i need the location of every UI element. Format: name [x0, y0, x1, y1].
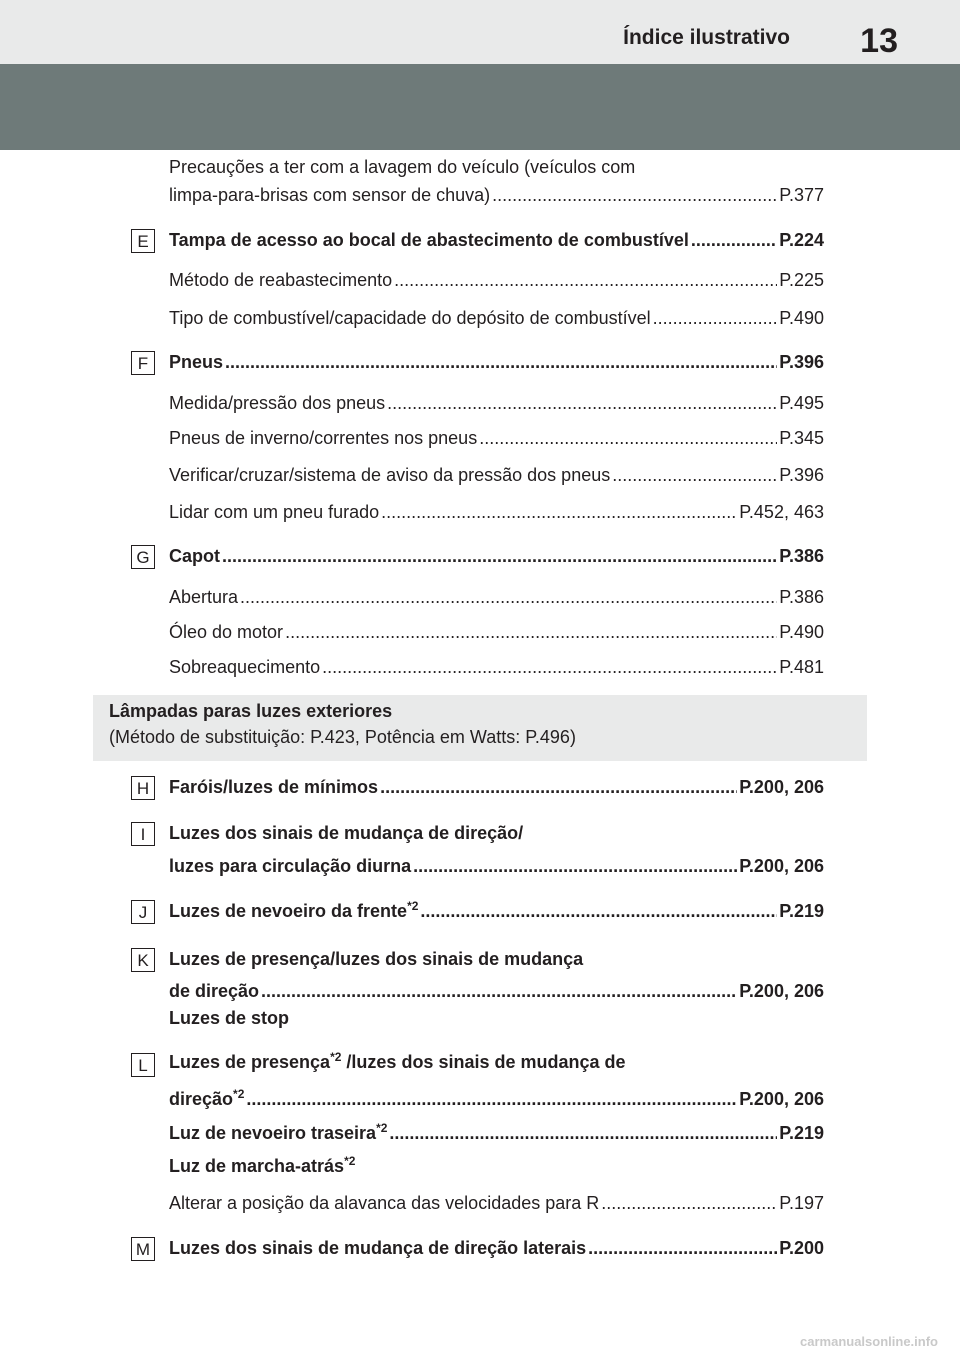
leader-dots: [246, 1089, 737, 1110]
info-box-title: Lâmpadas paras luzes exteriores: [109, 701, 393, 721]
entry-presenca-traseira[interactable]: [169, 1089, 824, 1110]
index-letter-j: J: [131, 900, 155, 924]
entry-oleo-motor[interactable]: [169, 622, 824, 643]
entry-farois[interactable]: [169, 777, 824, 798]
page-ref[interactable]: P.386: [779, 546, 824, 566]
entry-title: Pneus: [169, 352, 224, 372]
leader-dots: [420, 901, 777, 922]
page-ref[interactable]: P.345: [779, 428, 824, 448]
entry-title: luzes para circulação diurna: [169, 856, 412, 876]
entry-lavagem[interactable]: [169, 185, 824, 206]
entry-text: Pneus de inverno/correntes nos pneus: [169, 428, 478, 448]
leader-dots: [653, 308, 778, 329]
info-box: [93, 695, 867, 761]
entry-text: Óleo do motor: [169, 622, 284, 642]
page-ref[interactable]: P.219: [779, 901, 824, 921]
entry-title: [169, 1123, 387, 1144]
index-letter-k: K: [131, 948, 155, 972]
page-ref[interactable]: P.219: [779, 1123, 824, 1143]
page-ref[interactable]: P.200, 206: [739, 856, 824, 876]
entry-title: [169, 1089, 244, 1110]
leader-dots: [389, 1123, 777, 1144]
page-ref[interactable]: P.224: [779, 230, 824, 250]
entry-text: Método de reabastecimento: [169, 270, 393, 290]
index-letter-e: E: [131, 229, 155, 253]
page-ref[interactable]: P.200, 206: [739, 981, 824, 1001]
entry-presenca[interactable]: [169, 981, 824, 1002]
entry-aviso-pressao[interactable]: [169, 465, 824, 486]
decorative-band: [0, 64, 960, 150]
entry-reabastecimento[interactable]: [169, 270, 824, 291]
leader-dots: [691, 230, 777, 251]
entry-text: Abertura: [169, 587, 239, 607]
entry-title-text: /luzes dos sinais de mudança de: [341, 1052, 626, 1072]
index-letter-l: L: [131, 1053, 155, 1077]
entry-text: Alterar a posição da alavanca das velocidades para R: [169, 1193, 600, 1213]
entry-sinais-direcao[interactable]: [169, 856, 824, 877]
page-ref[interactable]: P.377: [779, 185, 824, 205]
index-letter-f: F: [131, 351, 155, 375]
section-title: Índice ilustrativo: [623, 26, 790, 49]
entry-title-text: direção: [169, 1089, 234, 1109]
entry-title: Capot: [169, 546, 220, 566]
leader-dots: [222, 546, 777, 567]
leader-dots: [322, 657, 777, 678]
entry-nevoeiro-frente[interactable]: [169, 901, 824, 922]
leader-dots: [479, 428, 777, 449]
entry-luzes-stop: Luzes de stop: [169, 1008, 290, 1028]
leader-dots: [601, 1193, 777, 1214]
index-letter-g: G: [131, 545, 155, 569]
entry-tampa-combustivel[interactable]: [169, 230, 824, 251]
entry-title: Faróis/luzes de mínimos: [169, 777, 379, 797]
entry-abertura[interactable]: [169, 587, 824, 608]
entry-text: Verificar/cruzar/sistema de aviso da pressão dos pneus: [169, 465, 611, 485]
page-number: 13: [860, 22, 898, 60]
leader-dots: [588, 1238, 777, 1259]
leader-dots: [381, 502, 737, 523]
leader-dots: [225, 352, 777, 373]
page-ref[interactable]: P.495: [779, 393, 824, 413]
entry-text: Tipo de combustível/capacidade do depósito de combustível: [169, 308, 651, 328]
footnote-ref: *2: [344, 1154, 356, 1168]
watermark: carmanualsonline.info: [800, 1334, 938, 1349]
entry-pressao-pneus[interactable]: [169, 393, 824, 414]
page-ref[interactable]: P.225: [779, 270, 824, 290]
footnote-ref: *2: [233, 1087, 245, 1101]
entry-pneus-inverno[interactable]: [169, 428, 824, 449]
entry-pneus[interactable]: [169, 352, 824, 373]
footnote-ref: *2: [330, 1050, 342, 1064]
entry-presenca-traseira-line1: [169, 1052, 824, 1073]
entry-lavagem-line1: Precauções a ter com a lavagem do veículo (veículos com: [169, 157, 636, 177]
entry-capot[interactable]: [169, 546, 824, 567]
leader-dots: [394, 270, 777, 291]
page-ref[interactable]: P.481: [779, 657, 824, 677]
leader-dots: [240, 587, 777, 608]
page-ref[interactable]: P.490: [779, 622, 824, 642]
page-ref[interactable]: P.396: [779, 465, 824, 485]
entry-alavanca-r[interactable]: [169, 1193, 824, 1214]
entry-text: Lidar com um pneu furado: [169, 502, 380, 522]
leader-dots: [261, 981, 737, 1002]
entry-title-text: Luzes de presença: [169, 1052, 331, 1072]
footnote-ref: *2: [376, 1121, 388, 1135]
leader-dots: [285, 622, 777, 643]
page-ref[interactable]: P.200, 206: [739, 777, 824, 797]
entry-title: Luzes dos sinais de mudança de direção laterais: [169, 1238, 587, 1258]
index-letter-h: H: [131, 776, 155, 800]
leader-dots: [413, 856, 737, 877]
entry-pneu-furado[interactable]: [169, 502, 824, 523]
entry-marcha-atras: [169, 1156, 824, 1177]
leader-dots: [492, 185, 777, 206]
entry-sinais-laterais[interactable]: [169, 1238, 824, 1259]
entry-title-text: Luz de marcha-atrás: [169, 1156, 345, 1176]
page-ref[interactable]: P.490: [779, 308, 824, 328]
page-ref[interactable]: P.197: [779, 1193, 824, 1213]
entry-title: de direção: [169, 981, 260, 1001]
entry-sinais-direcao-line1: Luzes dos sinais de mudança de direção/: [169, 823, 524, 843]
index-letter-m: M: [131, 1237, 155, 1261]
entry-tipo-combustivel[interactable]: [169, 308, 824, 329]
page-ref[interactable]: P.200, 206: [739, 1089, 824, 1109]
page-ref[interactable]: P.386: [779, 587, 824, 607]
footnote-ref: *2: [407, 899, 419, 913]
info-box-subtitle: (Método de substituição: P.423, Potência em Watts: P.496): [109, 727, 576, 747]
entry-title: [169, 901, 418, 922]
header-bar: [0, 0, 960, 64]
entry-title-text: Luz de nevoeiro traseira: [169, 1123, 377, 1143]
entry-text: Medida/pressão dos pneus: [169, 393, 386, 413]
leader-dots: [612, 465, 777, 486]
entry-sobreaquecimento[interactable]: [169, 657, 824, 678]
leader-dots: [387, 393, 777, 414]
entry-title: Tampa de acesso ao bocal de abastecimento de combustível: [169, 230, 689, 250]
page-ref[interactable]: P.200: [779, 1238, 824, 1258]
index-letter-i: I: [131, 822, 155, 846]
entry-text: limpa-para-brisas com sensor de chuva): [169, 185, 491, 205]
entry-text: Sobreaquecimento: [169, 657, 321, 677]
page-ref[interactable]: P.452, 463: [739, 502, 824, 522]
page-ref[interactable]: P.396: [779, 352, 824, 372]
entry-title-text: Luzes de nevoeiro da frente: [169, 901, 408, 921]
entry-presenca-line1: Luzes de presença/luzes dos sinais de mudança: [169, 949, 584, 969]
leader-dots: [380, 777, 737, 798]
entry-nevoeiro-traseira[interactable]: [169, 1123, 824, 1144]
